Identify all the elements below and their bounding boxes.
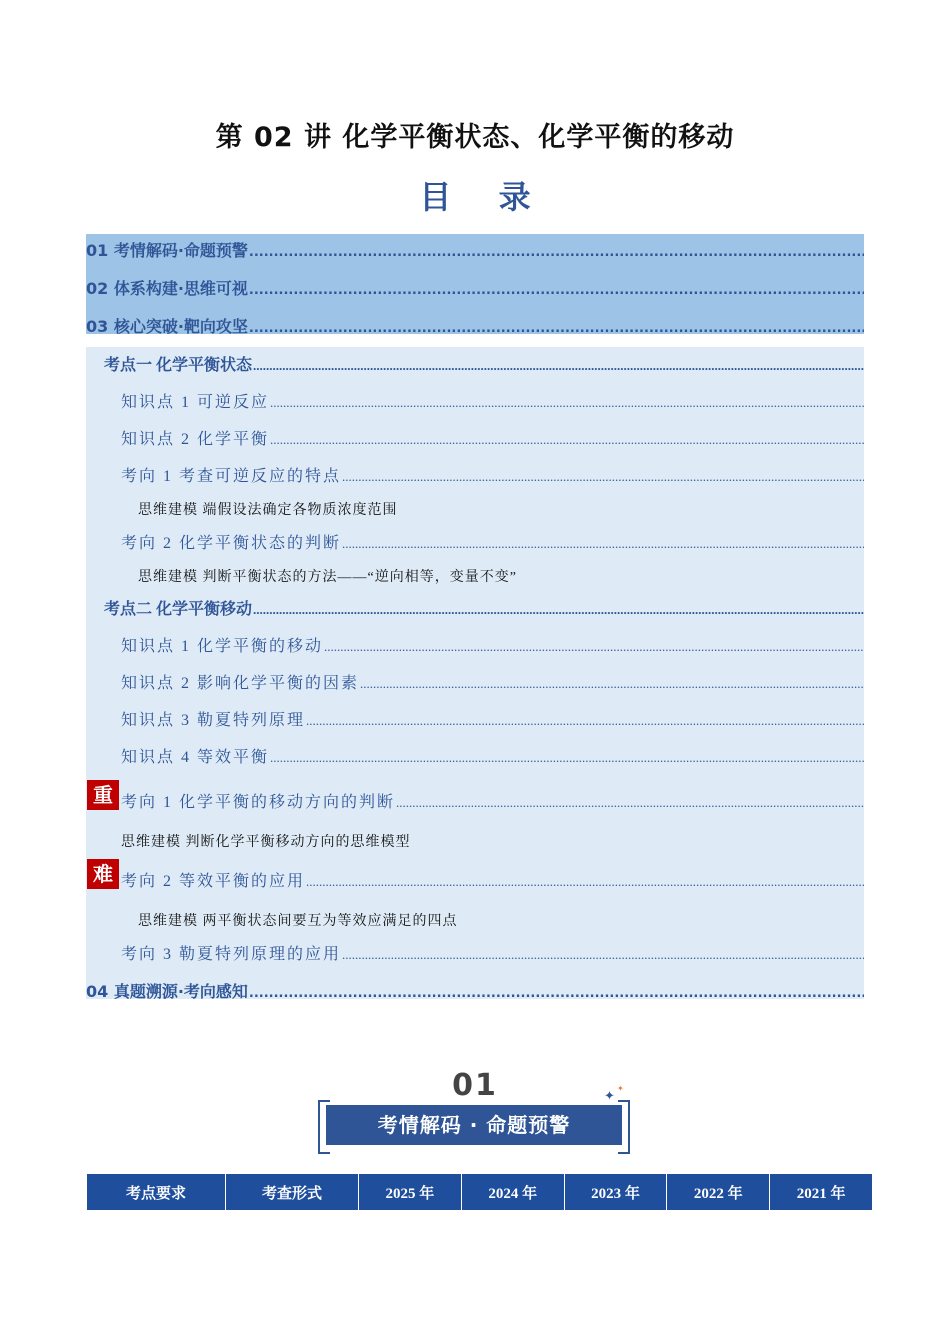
table-header-row bbox=[87, 1174, 873, 1211]
leader-dots bbox=[249, 986, 864, 1001]
toc-zhishidian-2-3[interactable] bbox=[121, 707, 864, 730]
table-header-cell: 2024 年 bbox=[461, 1174, 564, 1211]
leader-dots bbox=[342, 947, 864, 963]
toc-model-note: 思维建模 判断化学平衡移动方向的思维模型 bbox=[121, 835, 411, 850]
table-header-cell: 考查形式 bbox=[226, 1174, 359, 1211]
toc-entry-label: 知识点 1 化学平衡的移动 bbox=[121, 638, 324, 655]
leader-dots bbox=[253, 602, 864, 618]
toc-kaoxiang-1-2[interactable] bbox=[121, 530, 864, 553]
leader-dots bbox=[324, 639, 864, 655]
toc-kaoxiang-2-1[interactable] bbox=[121, 789, 864, 812]
toc-model-note: 思维建模 两平衡状态间要互为等效应满足的四点 bbox=[138, 914, 458, 929]
exam-table bbox=[86, 1173, 873, 1211]
section-number: 01 bbox=[452, 1068, 498, 1103]
leader-dots bbox=[342, 536, 864, 552]
toc-zhishidian-2-1[interactable] bbox=[121, 633, 864, 656]
toc-entry-label: 01 考情解码·命题预警 bbox=[86, 241, 248, 260]
toc-model-note: 思维建模 判断平衡状态的方法——“逆向相等，变量不变” bbox=[138, 570, 517, 585]
leader-dots bbox=[270, 395, 864, 411]
toc-entry-label: 知识点 3 勒夏特列原理 bbox=[121, 712, 306, 729]
table-header-cell: 2023 年 bbox=[564, 1174, 667, 1211]
leader-dots bbox=[270, 750, 864, 766]
section-banner: 考情解码 · 命题预警 bbox=[326, 1105, 622, 1145]
leader-dots bbox=[249, 245, 864, 260]
leader-dots bbox=[249, 283, 864, 298]
toc-zhishidian-1-1[interactable] bbox=[121, 389, 864, 412]
toc-heading: 目 录 bbox=[419, 178, 549, 216]
leader-dots bbox=[249, 321, 864, 336]
toc-entry-label: 02 体系构建·思维可视 bbox=[86, 279, 248, 298]
toc-entry-04[interactable] bbox=[86, 979, 864, 1002]
leader-dots bbox=[396, 795, 864, 811]
toc-zhishidian-2-2[interactable] bbox=[121, 670, 864, 693]
table-header-cell: 2021 年 bbox=[770, 1174, 873, 1211]
toc-model-note: 思维建模 端假设法确定各物质浓度范围 bbox=[138, 503, 398, 518]
toc-entry-label: 考向 2 化学平衡状态的判断 bbox=[121, 535, 342, 552]
toc-entry-label: 知识点 1 可逆反应 bbox=[121, 394, 270, 411]
toc-entry-label: 04 真题溯源·考向感知 bbox=[86, 982, 248, 1001]
toc-entry-01[interactable] bbox=[86, 238, 864, 261]
toc-entry-label: 考向 2 等效平衡的应用 bbox=[121, 873, 306, 890]
table-header-cell: 2022 年 bbox=[667, 1174, 770, 1211]
toc-kaoxiang-2-3[interactable] bbox=[121, 941, 864, 964]
toc-entry-label: 知识点 2 化学平衡 bbox=[121, 431, 270, 448]
toc-entry-label: 考点二 化学平衡移动 bbox=[104, 601, 253, 618]
toc-entry-label: 考向 1 化学平衡的移动方向的判断 bbox=[121, 794, 396, 811]
toc-entry-label: 考向 3 勒夏特列原理的应用 bbox=[121, 946, 342, 963]
leader-dots bbox=[342, 469, 864, 485]
sparkle-icon: ✦ bbox=[604, 1089, 615, 1104]
toc-entry-label: 03 核心突破·靶向攻坚 bbox=[86, 317, 248, 336]
page-title: 第 02 讲 化学平衡状态、化学平衡的移动 bbox=[215, 122, 735, 153]
leader-dots bbox=[306, 874, 864, 890]
toc-kaodian-2[interactable] bbox=[104, 596, 864, 619]
important-badge: 重 bbox=[87, 780, 119, 810]
toc-entry-02[interactable] bbox=[86, 276, 864, 299]
toc-kaodian-1[interactable] bbox=[104, 352, 864, 375]
leader-dots bbox=[270, 432, 864, 448]
toc-kaoxiang-2-2[interactable] bbox=[121, 868, 864, 891]
table-header-cell: 2025 年 bbox=[359, 1174, 462, 1211]
toc-entry-label: 知识点 2 影响化学平衡的因素 bbox=[121, 675, 360, 692]
difficult-badge: 难 bbox=[87, 859, 119, 889]
sparkle-icon: ✦ bbox=[617, 1084, 624, 1093]
toc-entry-label: 考向 1 考查可逆反应的特点 bbox=[121, 468, 342, 485]
toc-kaoxiang-1-1[interactable] bbox=[121, 463, 864, 486]
leader-dots bbox=[306, 713, 864, 729]
toc-zhishidian-2-4[interactable] bbox=[121, 744, 864, 767]
leader-dots bbox=[253, 358, 864, 374]
toc-entry-03[interactable] bbox=[86, 314, 864, 337]
leader-dots bbox=[360, 676, 864, 692]
toc-zhishidian-1-2[interactable] bbox=[121, 426, 864, 449]
toc-entry-label: 考点一 化学平衡状态 bbox=[104, 357, 253, 374]
table-header-cell: 考点要求 bbox=[87, 1174, 226, 1211]
toc-entry-label: 知识点 4 等效平衡 bbox=[121, 749, 270, 766]
